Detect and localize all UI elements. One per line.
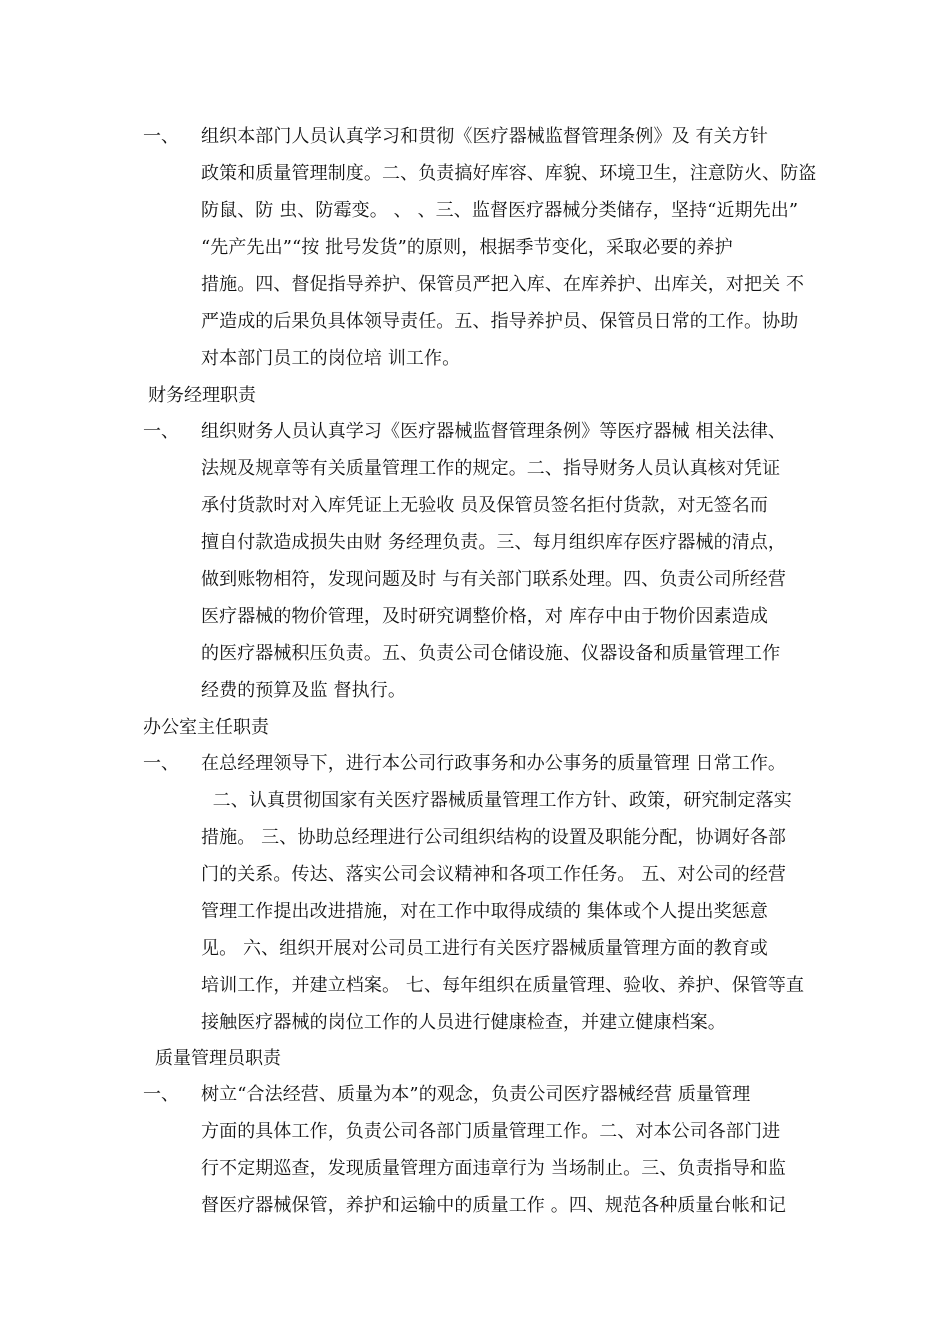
paragraph-line: 见。 六、组织开展对公司员工进行有关医疗器械质量管理方面的教育或 bbox=[201, 938, 768, 959]
paragraph-line: 法规及规章等有关质量管理工作的规定。二、指导财务人员认真核对凭证 bbox=[201, 458, 781, 479]
list-marker: 一、 bbox=[143, 753, 179, 774]
paragraph-line: 严造成的后果负具体领导责任。五、指导养护员、保管员日常的工作。协助 bbox=[201, 311, 799, 332]
paragraph-line: 在总经理领导下，进行本公司行政事务和办公事务的质量管理 日常工作。 bbox=[201, 753, 787, 774]
paragraph-line: 组织财务人员认真学习《医疗器械监督管理条例》等医疗器械 相关法律、 bbox=[201, 421, 787, 442]
paragraph-line: 经费的预算及监 督执行。 bbox=[201, 680, 406, 701]
paragraph-line: 督医疗器械保管，养护和运输中的质量工作 。四、规范各种质量台帐和记 bbox=[201, 1195, 787, 1216]
paragraph-line: 接触医疗器械的岗位工作的人员进行健康检查，并建立健康档案。 bbox=[201, 1012, 726, 1033]
paragraph-line: 做到账物相符，发现问题及时 与有关部门联系处理。四、负责公司所经营 bbox=[201, 569, 787, 590]
paragraph-line: 政策和质量管理制度。二、负责搞好库容、库貌、环境卫生，注意防火、防盗 bbox=[201, 163, 817, 184]
list-marker: 一、 bbox=[143, 421, 179, 442]
paragraph-line: 医疗器械的物价管理，及时研究调整价格，对 库存中由于物价因素造成 bbox=[201, 606, 768, 627]
section-heading-finance-manager: 财务经理职责 bbox=[148, 385, 256, 406]
paragraph-line: 方面的具体工作，负责公司各部门质量管理工作。二、对本公司各部门进 bbox=[201, 1121, 781, 1142]
section-heading-office-director: 办公室主任职责 bbox=[143, 717, 269, 738]
paragraph-line: 措施。四、督促指导养护、保管员严把入库、在库养护、出库关，对把关 不 bbox=[201, 274, 805, 295]
paragraph-line: 二、认真贯彻国家有关医疗器械质量管理工作方针、政策，研究制定落实 bbox=[201, 790, 792, 811]
paragraph-line: 行不定期巡查，发现质量管理方面违章行为 当场制止。三、负责指导和监 bbox=[201, 1158, 787, 1179]
paragraph-line: 防鼠、防 虫、防霉变。 、 、三、监督医疗器械分类储存，坚持“近期先出” bbox=[201, 200, 799, 221]
paragraph-quality-duties bbox=[201, 1083, 841, 1231]
paragraph-line: 措施。 三、协助总经理进行公司组织结构的设置及职能分配，协调好各部 bbox=[201, 827, 787, 848]
paragraph-warehouse-duties bbox=[201, 125, 841, 384]
list-marker: 一、 bbox=[143, 1084, 179, 1105]
paragraph-line: 树立“合法经营、质量为本”的观念，负责公司医疗器械经营 质量管理 bbox=[201, 1084, 751, 1105]
paragraph-line: 门的关系。传达、落实公司会议精神和各项工作任务。 五、对公司的经营 bbox=[201, 864, 787, 885]
paragraph-line: 对本部门员工的岗位培 训工作。 bbox=[201, 348, 461, 369]
paragraph-line: “先产先出”“按 批号发货”的原则，根据季节变化，采取必要的养护 bbox=[201, 237, 733, 258]
paragraph-line: 管理工作提出改进措施，对在工作中取得成绩的 集体或个人提出奖惩意 bbox=[201, 901, 768, 922]
paragraph-line: 组织本部门人员认真学习和贯彻《医疗器械监督管理条例》及 有关方针 bbox=[201, 126, 768, 147]
paragraph-finance-duties bbox=[201, 420, 841, 716]
paragraph-line: 培训工作，并建立档案。 七、每年组织在质量管理、验收、养护、保管等直 bbox=[201, 975, 805, 996]
paragraph-line: 的医疗器械积压负责。五、负责公司仓储设施、仪器设备和质量管理工作 bbox=[201, 643, 781, 664]
paragraph-line: 擅自付款造成损失由财 务经理负责。三、每月组织库存医疗器械的清点， bbox=[201, 532, 787, 553]
list-marker: 一、 bbox=[143, 126, 179, 147]
paragraph-line: 承付货款时对入库凭证上无验收 员及保管员签名拒付货款，对无签名而 bbox=[201, 495, 768, 516]
section-heading-quality-manager: 质量管理员职责 bbox=[155, 1048, 281, 1069]
paragraph-office-duties bbox=[201, 752, 841, 1048]
